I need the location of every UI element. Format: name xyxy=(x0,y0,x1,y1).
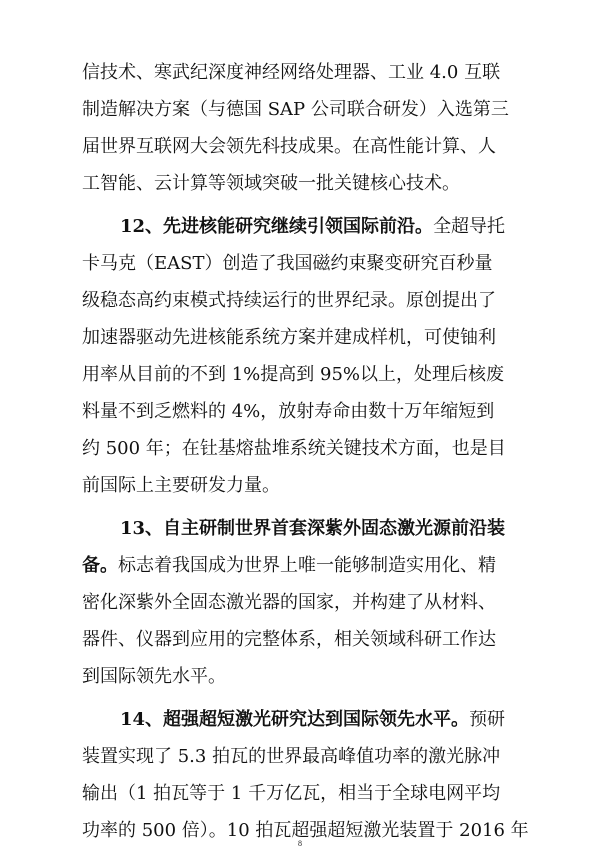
section-heading: 12、先进核能研究继续引领国际前沿。 xyxy=(120,216,434,237)
text-span: 密化深紫外全固态激光器的国家，并构建了从材料、 xyxy=(82,592,496,613)
text-span: 卡马克（EAST）创造了我国磁约束聚变研究百秒量 xyxy=(82,253,493,274)
text-line xyxy=(82,288,600,314)
text-line xyxy=(82,171,600,197)
text-span: 功率的 500 倍）。10 拍瓦超强超短激光装置于 2016 年 xyxy=(82,820,529,841)
text-line xyxy=(82,60,600,86)
text-line xyxy=(82,399,600,425)
text-span: 用率从目前的不到 1%提高到 95%以上，处理后核废 xyxy=(82,364,505,385)
text-span: 约 500 年；在钍基熔盐堆系统关键技术方面，也是目 xyxy=(82,438,506,459)
text-span: 料量不到乏燃料的 4%，放射寿命由数十万年缩短到 xyxy=(82,401,495,422)
text-span: 工智能、云计算等领域突破一批关键核心技术。 xyxy=(82,173,460,194)
text-line xyxy=(82,590,600,616)
text-span: 输出（1 拍瓦等于 1 千万亿瓦，相当于全球电网平均 xyxy=(82,783,501,804)
text-span: 信技术、寒武纪深度神经网络处理器、工业 4.0 互联 xyxy=(82,62,501,83)
text-span: 加速器驱动先进核能系统方案并建成样机，可使铀利 xyxy=(82,327,496,348)
text-line xyxy=(82,134,600,160)
section-heading: 13、自主研制世界首套深紫外固态激光源前沿装 xyxy=(120,518,506,539)
text-line xyxy=(82,436,600,462)
text-span: 届世界互联网大会领先科技成果。在高性能计算、人 xyxy=(82,136,496,157)
text-span: 标志着我国成为世界上唯一能够制造实用化、精 xyxy=(118,555,496,576)
text-line xyxy=(120,707,600,733)
page-number: 8 xyxy=(298,839,302,848)
text-span: 级稳态高约束模式持续运行的世界纪录。原创提出了 xyxy=(82,290,496,311)
text-span: 器件、仪器到应用的完整体系，相关领域科研工作达 xyxy=(82,629,496,650)
text-span: 装置实现了 5.3 拍瓦的世界最高峰值功率的激光脉冲 xyxy=(82,746,501,767)
text-line xyxy=(82,251,600,277)
section-heading: 14、超强超短激光研究达到国际领先水平。 xyxy=(120,709,470,730)
text-line xyxy=(82,627,600,653)
text-line xyxy=(82,362,600,388)
text-line xyxy=(82,664,600,690)
text-line xyxy=(82,744,600,770)
text-span: 到国际领先水平。 xyxy=(82,666,226,687)
text-line xyxy=(82,553,600,579)
text-span: 预研 xyxy=(469,709,506,730)
text-line xyxy=(82,325,600,351)
section-heading: 备。 xyxy=(82,555,118,576)
text-span: 制造解决方案（与德国 SAP 公司联合研发）入选第三 xyxy=(82,99,509,120)
text-line xyxy=(120,516,600,542)
text-span: 前国际上主要研发力量。 xyxy=(82,475,280,496)
text-line xyxy=(82,473,600,499)
text-line xyxy=(82,781,600,807)
text-line xyxy=(82,97,600,123)
text-line xyxy=(120,214,600,240)
text-span: 全超导托 xyxy=(433,216,506,237)
